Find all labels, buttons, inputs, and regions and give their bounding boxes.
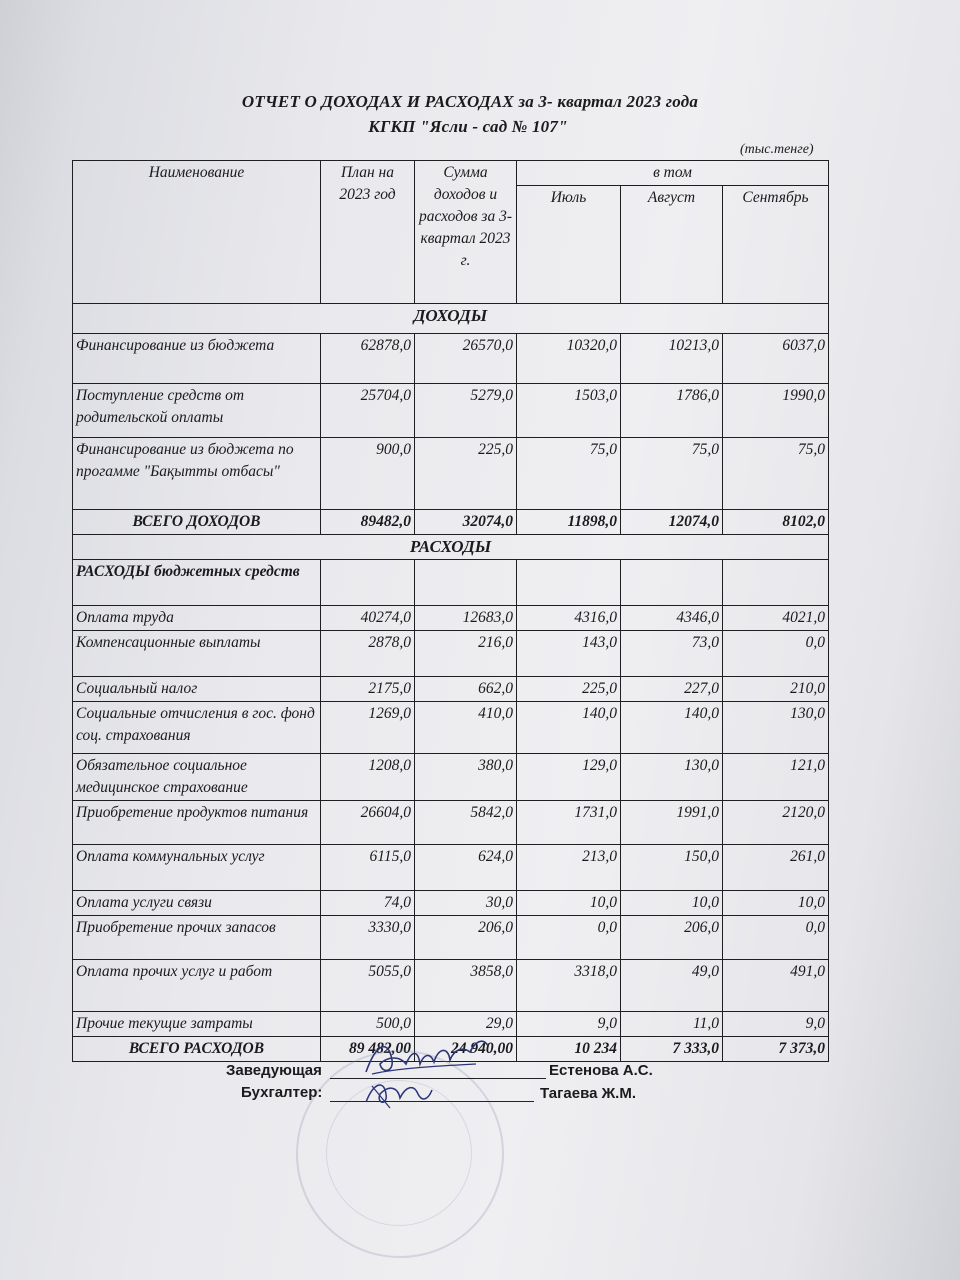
income-total-sum: 32074,0 bbox=[415, 510, 517, 535]
income-plan: 62878,0 bbox=[321, 334, 415, 384]
expenses-plan: 500,0 bbox=[321, 1012, 415, 1037]
expenses-name: Социальные отчисления в гос. фонд соц. страхования bbox=[73, 702, 321, 754]
expenses-sum: 30,0 bbox=[415, 891, 517, 916]
expenses-row bbox=[73, 891, 829, 916]
expenses-sum: 29,0 bbox=[415, 1012, 517, 1037]
header-sep: Сентябрь bbox=[723, 186, 829, 304]
income-total-row bbox=[73, 510, 829, 535]
accountant-name: Тагаева Ж.М. bbox=[540, 1085, 636, 1102]
expenses-name: Обязательное социальное медицинское страхование bbox=[73, 754, 321, 801]
head-name: Естенова А.С. bbox=[549, 1062, 653, 1079]
expenses-aug: 227,0 bbox=[621, 677, 723, 702]
income-total-aug: 12074,0 bbox=[621, 510, 723, 535]
expenses-sum: 5842,0 bbox=[415, 801, 517, 845]
expenses-name: Оплата прочих услуг и работ bbox=[73, 960, 321, 1012]
accountant-signature bbox=[360, 1074, 440, 1114]
expenses-sum: 662,0 bbox=[415, 677, 517, 702]
income-plan: 900,0 bbox=[321, 438, 415, 510]
expenses-row bbox=[73, 845, 829, 891]
expenses-jul: 4316,0 bbox=[517, 606, 621, 631]
expenses-sep: 130,0 bbox=[723, 702, 829, 754]
income-sep: 75,0 bbox=[723, 438, 829, 510]
expenses-sep: 261,0 bbox=[723, 845, 829, 891]
expenses-aug: 130,0 bbox=[621, 754, 723, 801]
expenses-row bbox=[73, 1012, 829, 1037]
expenses-plan: 74,0 bbox=[321, 891, 415, 916]
expenses-sep: 210,0 bbox=[723, 677, 829, 702]
expenses-name: Приобретение продуктов питания bbox=[73, 801, 321, 845]
expenses-row bbox=[73, 754, 829, 801]
expenses-sum: 216,0 bbox=[415, 631, 517, 677]
income-sum: 5279,0 bbox=[415, 384, 517, 438]
income-jul: 10320,0 bbox=[517, 334, 621, 384]
income-row bbox=[73, 438, 829, 510]
expenses-jul: 143,0 bbox=[517, 631, 621, 677]
income-sep: 1990,0 bbox=[723, 384, 829, 438]
expenses-sep: 4021,0 bbox=[723, 606, 829, 631]
expenses-row bbox=[73, 677, 829, 702]
expenses-sum: 206,0 bbox=[415, 916, 517, 960]
income-total-sep: 8102,0 bbox=[723, 510, 829, 535]
income-row bbox=[73, 334, 829, 384]
expenses-plan: 40274,0 bbox=[321, 606, 415, 631]
income-jul: 75,0 bbox=[517, 438, 621, 510]
income-aug: 75,0 bbox=[621, 438, 723, 510]
expenses-row bbox=[73, 702, 829, 754]
expenses-plan: 5055,0 bbox=[321, 960, 415, 1012]
income-row bbox=[73, 384, 829, 438]
expenses-plan: 1208,0 bbox=[321, 754, 415, 801]
income-plan: 25704,0 bbox=[321, 384, 415, 438]
expenses-sum: 380,0 bbox=[415, 754, 517, 801]
expenses-aug: 140,0 bbox=[621, 702, 723, 754]
income-sum: 26570,0 bbox=[415, 334, 517, 384]
income-section-title: ДОХОДЫ bbox=[73, 304, 829, 334]
expenses-plan: 3330,0 bbox=[321, 916, 415, 960]
expenses-aug: 150,0 bbox=[621, 845, 723, 891]
header-sum: Сумма доходов и расходов за 3- квартал 2023 г. bbox=[415, 161, 517, 304]
expenses-name: Оплата коммунальных услуг bbox=[73, 845, 321, 891]
expenses-jul: 9,0 bbox=[517, 1012, 621, 1037]
expense-total-jul: 10 234 bbox=[517, 1037, 621, 1062]
expenses-aug: 11,0 bbox=[621, 1012, 723, 1037]
expenses-name: Компенсационные выплаты bbox=[73, 631, 321, 677]
expenses-row bbox=[73, 801, 829, 845]
expenses-aug: 49,0 bbox=[621, 960, 723, 1012]
expense-total-sum: 24 940,00 bbox=[415, 1037, 517, 1062]
expenses-row bbox=[73, 606, 829, 631]
income-name: Финансирование из бюджета bbox=[73, 334, 321, 384]
expenses-sep: 491,0 bbox=[723, 960, 829, 1012]
expenses-plan: 2175,0 bbox=[321, 677, 415, 702]
expenses-jul: 1731,0 bbox=[517, 801, 621, 845]
income-name: Финансирование из бюджета по прогамме "Бақытты отбасы" bbox=[73, 438, 321, 510]
expense-subtitle-row bbox=[73, 560, 829, 606]
expenses-plan: 6115,0 bbox=[321, 845, 415, 891]
income-total-label: ВСЕГО ДОХОДОВ bbox=[73, 510, 321, 535]
expenses-sum: 624,0 bbox=[415, 845, 517, 891]
expenses-name: Социальный налог bbox=[73, 677, 321, 702]
expenses-jul: 213,0 bbox=[517, 845, 621, 891]
expense-total-plan: 89 482,00 bbox=[321, 1037, 415, 1062]
expenses-row bbox=[73, 631, 829, 677]
expenses-sum: 12683,0 bbox=[415, 606, 517, 631]
expenses-sep: 2120,0 bbox=[723, 801, 829, 845]
expenses-plan: 1269,0 bbox=[321, 702, 415, 754]
expenses-aug: 1991,0 bbox=[621, 801, 723, 845]
report-table bbox=[72, 160, 829, 1062]
units-label: (тыс.тенге) bbox=[740, 142, 814, 157]
expenses-row bbox=[73, 916, 829, 960]
expenses-name: Оплата услуги связи bbox=[73, 891, 321, 916]
expenses-sum: 410,0 bbox=[415, 702, 517, 754]
report-title: ОТЧЕТ О ДОХОДАХ И РАСХОДАХ за 3- квартал 2023 года bbox=[241, 92, 699, 111]
expense-section-row bbox=[73, 535, 829, 560]
expenses-sum: 3858,0 bbox=[415, 960, 517, 1012]
expenses-sep: 9,0 bbox=[723, 1012, 829, 1037]
expenses-sep: 121,0 bbox=[723, 754, 829, 801]
expenses-jul: 140,0 bbox=[517, 702, 621, 754]
expenses-name: Приобретение прочих запасов bbox=[73, 916, 321, 960]
header-plan: План на 2023 год bbox=[321, 161, 415, 304]
income-sum: 225,0 bbox=[415, 438, 517, 510]
header-jul: Июль bbox=[517, 186, 621, 304]
income-aug: 10213,0 bbox=[621, 334, 723, 384]
expenses-row bbox=[73, 960, 829, 1012]
expenses-jul: 0,0 bbox=[517, 916, 621, 960]
income-total-plan: 89482,0 bbox=[321, 510, 415, 535]
expenses-name: Оплата труда bbox=[73, 606, 321, 631]
income-jul: 1503,0 bbox=[517, 384, 621, 438]
expenses-jul: 10,0 bbox=[517, 891, 621, 916]
header-row bbox=[73, 161, 829, 186]
income-name: Поступление средств от родительской оплаты bbox=[73, 384, 321, 438]
income-sep: 6037,0 bbox=[723, 334, 829, 384]
expenses-aug: 10,0 bbox=[621, 891, 723, 916]
expenses-sep: 0,0 bbox=[723, 916, 829, 960]
header-name: Наименование bbox=[73, 161, 321, 304]
head-label: Заведующая bbox=[226, 1062, 322, 1079]
expenses-jul: 225,0 bbox=[517, 677, 621, 702]
expense-subtitle: РАСХОДЫ бюджетных средств bbox=[73, 560, 321, 606]
expense-section-title: РАСХОДЫ bbox=[73, 535, 829, 560]
expenses-sep: 10,0 bbox=[723, 891, 829, 916]
expenses-name: Прочие текущие затраты bbox=[73, 1012, 321, 1037]
expenses-plan: 26604,0 bbox=[321, 801, 415, 845]
expenses-plan: 2878,0 bbox=[321, 631, 415, 677]
expense-total-aug: 7 333,0 bbox=[621, 1037, 723, 1062]
expense-total-sep: 7 373,0 bbox=[723, 1037, 829, 1062]
expenses-jul: 129,0 bbox=[517, 754, 621, 801]
income-section-row bbox=[73, 304, 829, 334]
expenses-aug: 73,0 bbox=[621, 631, 723, 677]
header-group: в том bbox=[517, 161, 829, 186]
expenses-jul: 3318,0 bbox=[517, 960, 621, 1012]
organization-title: КГКП "Ясли - сад № 107" bbox=[368, 117, 568, 136]
expense-total-label: ВСЕГО РАСХОДОВ bbox=[73, 1037, 321, 1062]
expenses-aug: 206,0 bbox=[621, 916, 723, 960]
expenses-sep: 0,0 bbox=[723, 631, 829, 677]
income-aug: 1786,0 bbox=[621, 384, 723, 438]
expenses-aug: 4346,0 bbox=[621, 606, 723, 631]
accountant-label: Бухгалтер: bbox=[241, 1084, 323, 1101]
header-aug: Август bbox=[621, 186, 723, 304]
income-total-jul: 11898,0 bbox=[517, 510, 621, 535]
